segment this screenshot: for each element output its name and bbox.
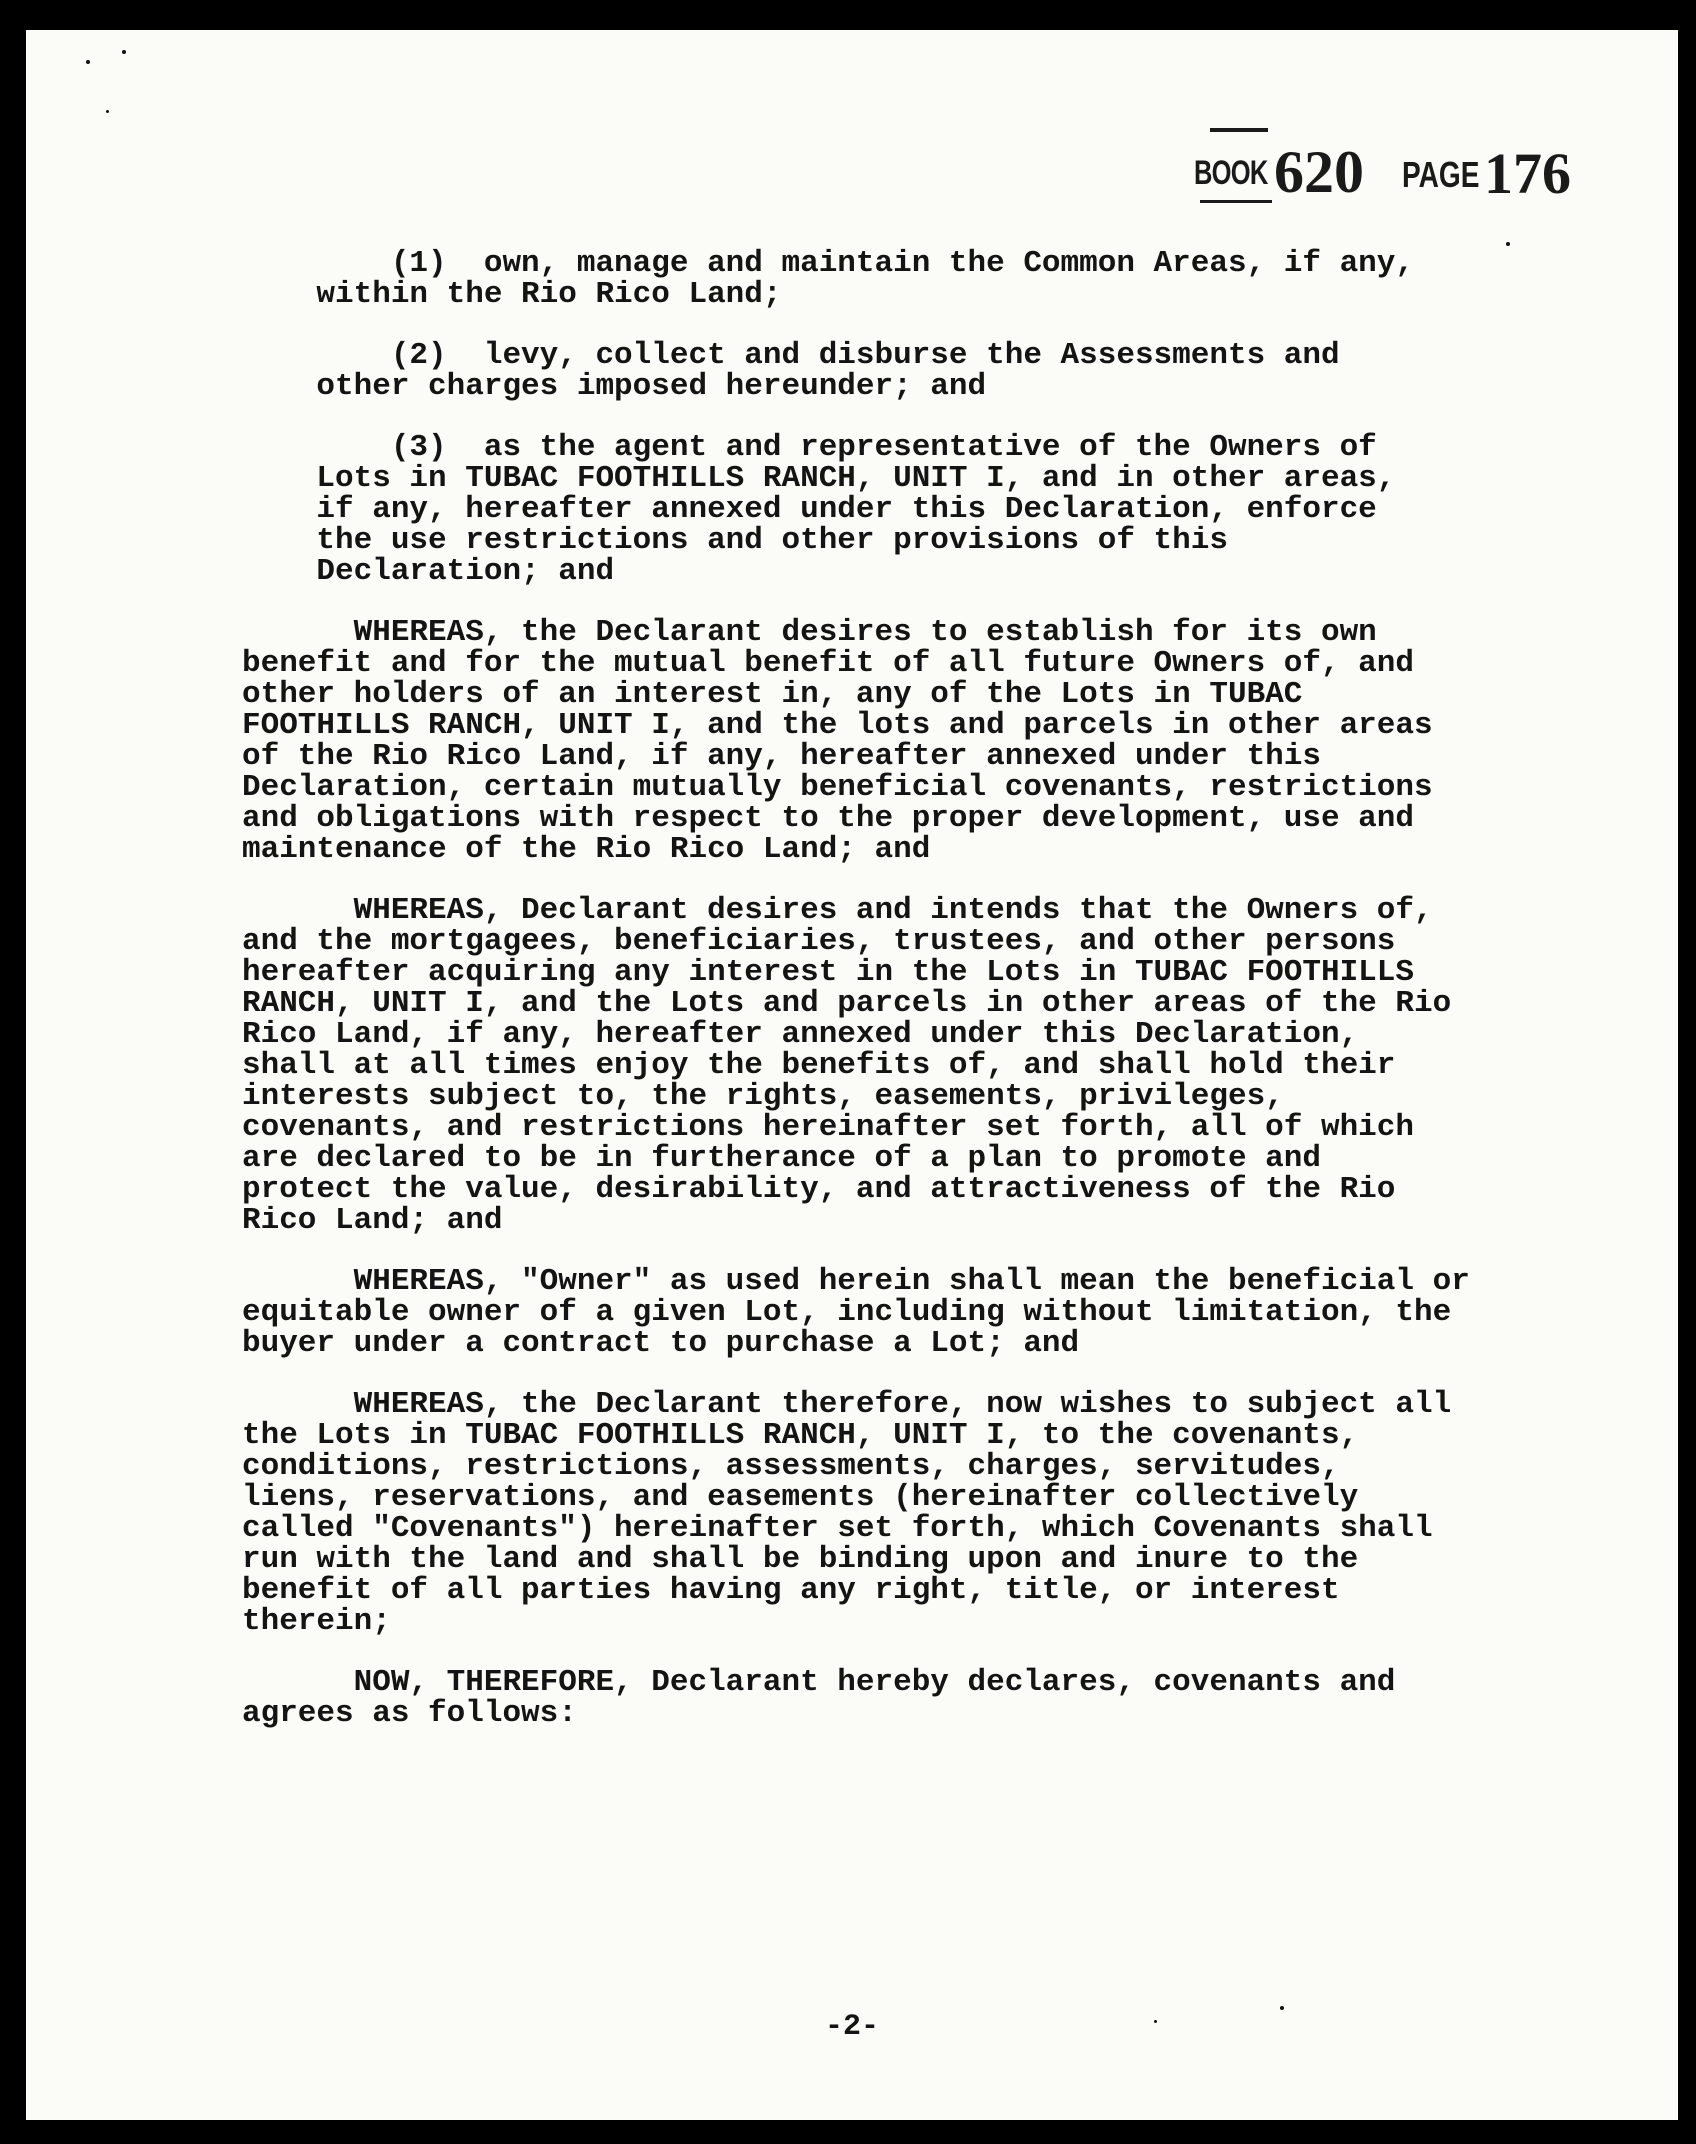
scan-speck [106,110,109,113]
now-therefore-paragraph: NOW, THEREFORE, Declarant hereby declares, covenants and agrees as follows: [242,1665,1396,1731]
stamp-rule [1200,200,1272,203]
whereas-paragraph-4: WHEREAS, the Declarant therefore, now wishes to subject all the Lots in TUBAC FOOTHILLS RANCH, UNIT I, to the covenants, conditions, restrictions, assessments, charges, servitudes, liens, reservations, and easements (hereinafter collectively called "Covenants") hereinafter set forth, which Covenants shall run with the land and shall be binding upon and inure to the benefit of all parties having any right, title, or interest therein; [242,1387,1452,1639]
numbered-item-2: (2) levy, collect and disburse the Assessments and other charges imposed hereunder; and [316,338,1340,404]
scan-border-bottom [0,2120,1696,2144]
page-number: 176 [1484,141,1571,206]
scan-speck [86,60,90,64]
book-label: BOOK [1194,154,1268,192]
numbered-item-1: (1) own, manage and maintain the Common Areas, if any, within the Rio Rico Land; [316,246,1414,312]
numbered-item-3: (3) as the agent and representative of the Owners of Lots in TUBAC FOOTHILLS RANCH, UNIT I, and in other areas, if any, hereafter annexed under this Declaration, enforce the use restrictions and other provisions of this Declaration; and [316,430,1396,589]
scan-border-right [1678,0,1696,2144]
whereas-paragraph-3: WHEREAS, "Owner" as used herein shall mean the beneficial or equitable owner of a given Lot, including without limitation, the buyer under a contract to purchase a Lot; and [242,1264,1470,1361]
scan-speck [1506,242,1510,246]
book-number: 620 [1274,139,1364,205]
document-page [26,30,1678,2120]
page-footer-number: -2- [824,2010,879,2044]
scan-speck [122,50,126,54]
stamp-rule [1210,128,1268,132]
whereas-paragraph-2: WHEREAS, Declarant desires and intends that the Owners of, and the mortgagees, beneficiaries, trustees, and other persons hereafter acquiring any interest in the Lots in TUBAC FOOTHILLS RANCH, UNIT I, and the Lots and parcels in other areas of the Rio Rico Land, if any, hereafter annexed under this Declaration, shall at all times enjoy the benefits of, and shall hold their interests subject to, the rights, easements, privileges, covenants, and restrictions hereinafter set forth, all of which are declared to be in furtherance of a plan to promote and protect the value, desirability, and attractiveness of the Rio Rico Land; and [242,893,1452,1238]
document-body [242,248,1552,1729]
whereas-paragraph-1: WHEREAS, the Declarant desires to establish for its own benefit and for the mutual benefit of all future Owners of, and other holders of an interest in, any of the Lots in TUBAC FOOTHILLS RANCH, UNIT I, and the lots and parcels in other areas of the Rio Rico Land, if any, hereafter annexed under this Declaration, certain mutually beneficial covenants, restrictions and obligations with respect to the proper development, use and maintenance of the Rio Rico Land; and [242,615,1433,867]
page-label: PAGE [1402,154,1480,195]
